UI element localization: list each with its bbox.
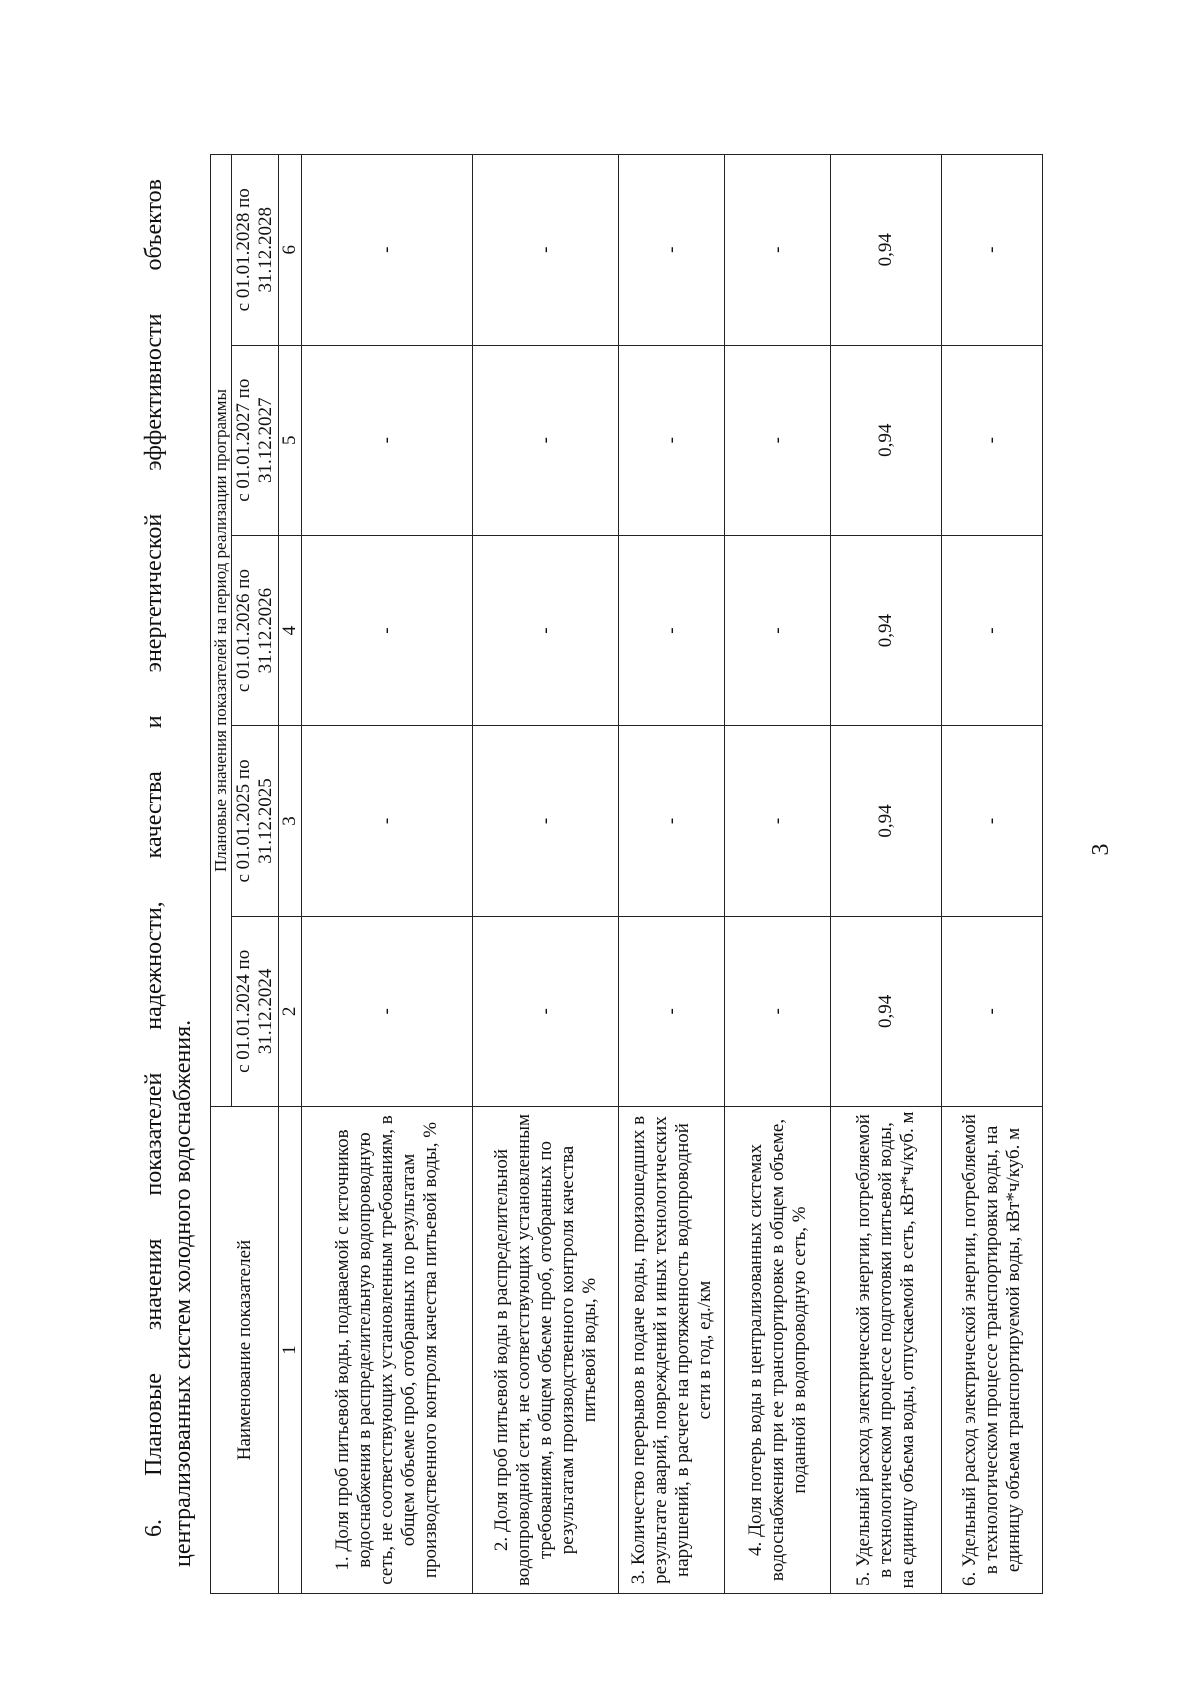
indicator-value: 0,94 [831,916,942,1106]
indicator-value: - [942,535,1043,725]
indicator-value: - [302,916,473,1106]
indicator-value: - [725,535,831,725]
heading-line-2: централизованных систем холодного водоснабжения. [170,1019,196,1567]
heading-word: энергетической [141,513,167,673]
page-number: 3 [1088,843,1114,856]
indicator-name: 5. Удельный расход электрической энергии, потребляемой в технологическом процессе подготовки питьевой воды, на единицу объема воды, отпускаемой в сеть, кВт*ч/куб. м [831,1107,942,1594]
indicator-value: - [942,916,1043,1106]
indicator-value: - [725,155,831,346]
indicator-value: - [619,345,725,535]
column-number: 3 [279,726,302,916]
indicator-value: - [725,345,831,535]
heading-word: Плановые [141,1373,167,1476]
indicator-value: 0,94 [831,345,942,535]
indicator-value: - [473,726,619,916]
column-number: 4 [279,535,302,725]
indicator-value: - [942,726,1043,916]
indicator-value: - [473,916,619,1106]
heading-word: надежности, [141,901,167,1030]
indicator-value: - [302,535,473,725]
indicator-value: - [302,345,473,535]
period-group-header: Плановые значения показателей на период реализации программы [211,155,232,1107]
section-heading [140,179,198,1567]
indicator-value: - [619,535,725,725]
table-row [302,155,473,1594]
period-header: с 01.01.2028 по 31.12.2028 [232,155,279,346]
column-number: 2 [279,916,302,1106]
indicator-value: 0,94 [831,726,942,916]
indicator-name: 4. Доля потерь воды в централизованных системах водоснабжения при ее транспортировке в общем объеме, поданной в водопроводную сеть, % [725,1107,831,1594]
table-row [619,155,725,1594]
heading-word: значения [141,1238,167,1331]
heading-word: показателей [141,1072,167,1196]
indicator-value: - [725,726,831,916]
heading-line-1 [140,179,169,1567]
indicator-value: - [473,345,619,535]
column-number: 5 [279,345,302,535]
indicator-name: 2. Доля проб питьевой воды в распределительной водопроводной сети, не соответствующих установленным требованиям, в общем объеме проб, отобранных по результатам производственного контроля качества питьевой воды, % [473,1107,619,1594]
column-number: 6 [279,155,302,346]
heading-word: эффективности [141,313,167,471]
period-header: с 01.01.2027 по 31.12.2027 [232,345,279,535]
heading-word: 6. [141,1519,167,1537]
table-row [831,155,942,1594]
indicator-name: 3. Количество перерывов в подаче воды, произошедших в результате аварий, повреждений и иных технологических нарушений, в расчете на протяженность водопроводной сети в год, ед./км [619,1107,725,1594]
indicator-value: - [619,916,725,1106]
table-row [942,155,1043,1594]
column-number-row [279,155,302,1594]
indicator-value: - [942,155,1043,346]
indicator-value: - [473,155,619,346]
period-header: с 01.01.2024 по 31.12.2024 [232,916,279,1106]
heading-word: качества [141,771,167,859]
indicator-value: - [302,155,473,346]
indicator-value: - [619,726,725,916]
indicators-table [210,154,1043,1594]
indicator-value: - [619,155,725,346]
heading-word: и [141,715,167,729]
table-row [725,155,831,1594]
indicator-value: - [473,535,619,725]
period-header: с 01.01.2026 по 31.12.2026 [232,535,279,725]
period-header: с 01.01.2025 по 31.12.2025 [232,726,279,916]
indicator-value: - [942,345,1043,535]
table-row [473,155,619,1594]
name-column-header: Наименование показателей [211,1107,279,1594]
indicator-name: 1. Доля проб питьевой воды, подаваемой с источников водоснабжения в распределительную водопроводную сеть, не соответствующих установленным требованиям, в общем объеме проб, отобранных по результатам производственного контроля качества питьевой воды, % [302,1107,473,1594]
indicator-value: - [302,726,473,916]
table-header-row [211,155,232,1594]
indicator-value: 0,94 [831,535,942,725]
indicator-value: 0,94 [831,155,942,346]
heading-word: объектов [141,179,167,271]
indicator-name: 6. Удельный расход электрической энергии, потребляемой в технологическом процессе транспортировки воды, на единицу объема транспортируемой воды, кВт*ч/куб. м [942,1107,1043,1594]
indicator-value: - [725,916,831,1106]
column-number: 1 [279,1107,302,1594]
